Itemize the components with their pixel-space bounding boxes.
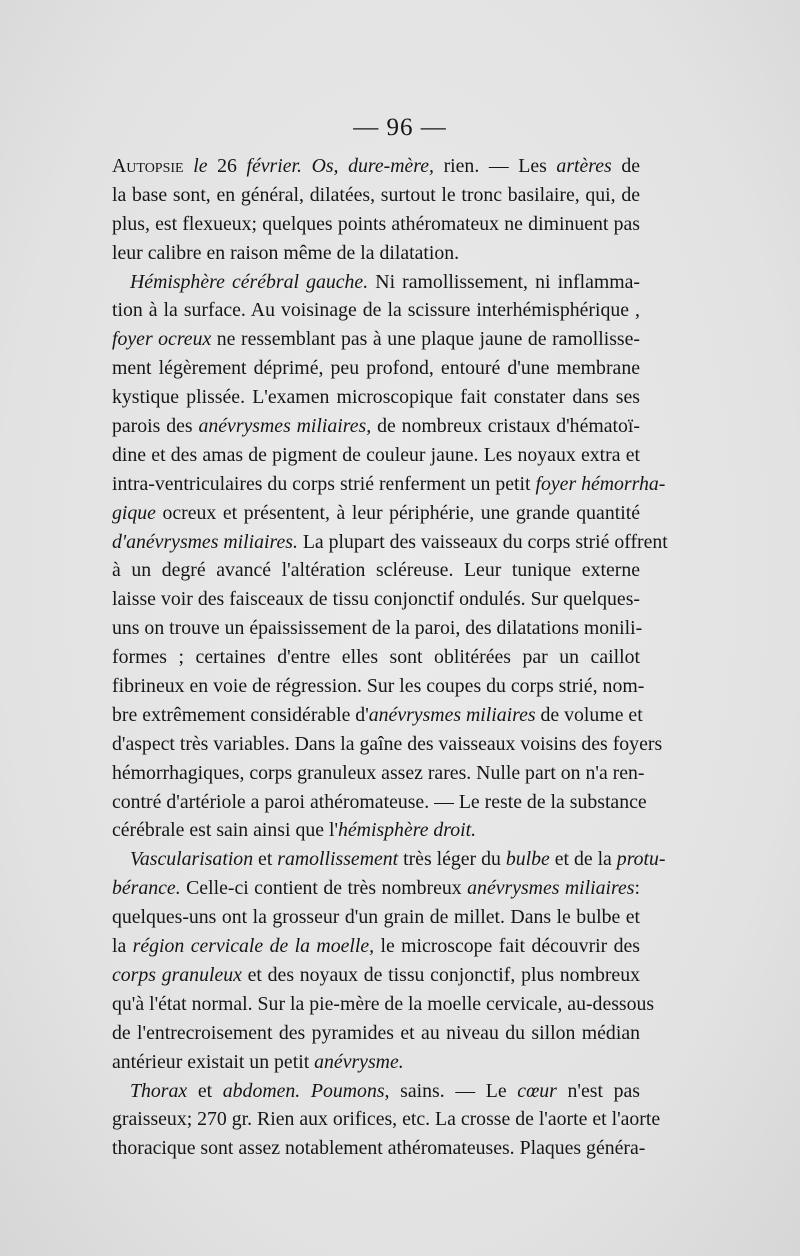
text-run: le microscope fait découvrir des bbox=[374, 935, 640, 958]
text-line bbox=[112, 816, 640, 845]
italic-run: le bbox=[193, 155, 208, 177]
text-line bbox=[112, 1105, 661, 1134]
text-run: qu'à l'état normal. Sur la pie-mère de la moelle cervicale, au-dessous bbox=[112, 992, 655, 1015]
italic-run: protu- bbox=[616, 848, 666, 871]
text-run: parois des bbox=[112, 415, 199, 438]
text-run: , sains. — Le bbox=[384, 1079, 518, 1102]
text-line bbox=[112, 672, 645, 701]
text-line bbox=[112, 181, 640, 210]
italic-run: foyer ocreux bbox=[112, 328, 212, 351]
text-run: laisse voir des faisceaux de tissu conjonctif ondulés. Sur quelques- bbox=[112, 588, 640, 611]
italic-run: Hémisphère cérébral gauche. bbox=[130, 270, 369, 293]
italic-run: ramollissement bbox=[277, 848, 399, 871]
text-line bbox=[112, 152, 640, 181]
text-run: et des noyaux de tissu conjonctif, plus nombreux bbox=[241, 963, 640, 986]
text-run: leur calibre en raison même de la dilatation. bbox=[112, 241, 460, 264]
text-run: antérieur existait un petit bbox=[112, 1050, 315, 1073]
text-run: Ni ramollissement, ni inflamma- bbox=[368, 270, 640, 293]
italic-run: bérance. bbox=[112, 877, 181, 900]
text-run: et bbox=[187, 1079, 223, 1102]
page-body-text bbox=[112, 152, 668, 1163]
italic-run: Os, dure-mère, bbox=[311, 155, 434, 177]
text-line bbox=[112, 614, 643, 643]
text-line bbox=[112, 296, 640, 325]
text-line bbox=[112, 845, 666, 874]
italic-run: anévrysmes miliaires bbox=[368, 703, 536, 726]
text-run bbox=[184, 155, 194, 177]
text-line bbox=[112, 903, 640, 932]
text-run: kystique plissée. L'examen microscopique fait constater dans ses bbox=[112, 386, 640, 409]
text-line bbox=[112, 730, 663, 759]
text-run: contré d'artériole a paroi athéromateuse. — Le reste de la substance bbox=[112, 790, 647, 813]
text-run: hémorrhagiques, corps granuleux assez rares. Nulle part on n'a ren- bbox=[112, 761, 645, 784]
italic-run: abdomen. bbox=[222, 1079, 301, 1102]
text-run: : bbox=[634, 877, 640, 900]
text-line bbox=[112, 874, 640, 903]
text-line bbox=[112, 239, 640, 268]
italic-run: hémisphère droit. bbox=[338, 819, 477, 842]
italic-run: anévrysmes miliaires, bbox=[198, 415, 372, 438]
text-run: quelques-uns ont la grosseur d'un grain de millet. Dans le bulbe et bbox=[112, 906, 640, 929]
italic-run: Poumons bbox=[310, 1079, 385, 1102]
text-line bbox=[112, 643, 640, 672]
text-run: formes ; certaines d'entre elles sont oblitérées par un caillot bbox=[112, 646, 640, 669]
text-run: La plupart des vaisseaux du corps strié offrent bbox=[297, 530, 668, 553]
text-line bbox=[112, 1019, 640, 1048]
text-line bbox=[112, 383, 640, 412]
text-run: à un degré avancé l'altération scléreuse. Leur tunique externe bbox=[112, 559, 640, 582]
text-run: rien. — Les bbox=[433, 155, 557, 177]
text-line bbox=[112, 470, 666, 499]
text-run: la bbox=[112, 935, 133, 958]
italic-run: bulbe bbox=[505, 848, 550, 871]
text-line bbox=[112, 932, 640, 961]
text-line bbox=[112, 268, 640, 297]
text-run: bre extrêmement considérable d' bbox=[112, 703, 369, 726]
text-line bbox=[112, 354, 640, 383]
text-run: 26 bbox=[207, 155, 247, 177]
text-line bbox=[112, 990, 655, 1019]
text-run: ne ressemblant pas à une plaque jaune de ramollisse- bbox=[211, 328, 640, 351]
page-number: — 96 — bbox=[353, 114, 447, 141]
text-run: très léger du bbox=[398, 848, 506, 871]
text-run bbox=[300, 1080, 311, 1102]
text-run bbox=[302, 155, 312, 177]
text-line bbox=[112, 210, 640, 239]
italic-run: foyer hémorrha- bbox=[535, 472, 666, 495]
text-line bbox=[112, 585, 640, 614]
text-run: n'est pas bbox=[556, 1079, 640, 1102]
text-run: dine et des amas de pigment de couleur jaune. Les noyaux extra et bbox=[112, 443, 640, 466]
text-run: intra-ventriculaires du corps strié renferment un petit bbox=[112, 472, 536, 495]
text-run: thoracique sont assez notablement athéromateuses. Plaques généra- bbox=[112, 1137, 646, 1160]
italic-run: corps granuleux bbox=[112, 963, 242, 986]
italic-run: Vascularisation bbox=[130, 848, 254, 871]
text-run: Celle-ci contient de très nombreux bbox=[180, 877, 468, 900]
italic-run: février. bbox=[246, 155, 302, 177]
italic-run: anévrysme. bbox=[314, 1050, 404, 1073]
text-line bbox=[112, 759, 645, 788]
text-run: de volume et bbox=[535, 703, 643, 726]
text-line bbox=[112, 441, 640, 470]
text-line bbox=[112, 556, 640, 585]
text-run: Autopsie bbox=[112, 155, 184, 177]
text-line bbox=[112, 701, 643, 730]
text-run: cérébrale est sain ainsi que l' bbox=[112, 819, 339, 842]
text-line bbox=[112, 1077, 640, 1106]
text-run: tion à la surface. Au voisinage de la scissure interhémisphérique , bbox=[112, 299, 640, 322]
text-line bbox=[112, 528, 668, 557]
text-run: et de la bbox=[549, 848, 617, 871]
text-run: plus, est flexueux; quelques points athéromateux ne diminuent pas bbox=[112, 212, 640, 235]
text-run: ocreux et présentent, à leur périphérie, une grande quantité bbox=[155, 501, 640, 524]
text-run: de nombreux cristaux d'hématoï- bbox=[371, 415, 640, 438]
text-run: de l'entrecroisement des pyramides et au niveau du sillon médian bbox=[112, 1021, 640, 1044]
text-run: graisseux; 270 gr. Rien aux orifices, etc. La crosse de l'aorte et l'aorte bbox=[112, 1108, 661, 1131]
italic-run: artères bbox=[556, 155, 612, 177]
text-line bbox=[112, 1134, 646, 1163]
text-run: de bbox=[611, 155, 641, 177]
text-line bbox=[112, 788, 647, 817]
italic-run: Thorax bbox=[130, 1079, 188, 1102]
text-line bbox=[112, 412, 640, 441]
italic-run: cœur bbox=[517, 1079, 557, 1102]
italic-run: anévrysmes miliaires bbox=[467, 877, 635, 900]
text-run: d'aspect très variables. Dans la gaîne des vaisseaux voisins des foyers bbox=[112, 732, 663, 755]
text-run: la base sont, en général, dilatées, surtout le tronc basilaire, qui, de bbox=[112, 183, 640, 206]
italic-run: gique bbox=[112, 501, 156, 524]
italic-run: d'anévrysmes miliaires. bbox=[112, 530, 298, 553]
italic-run: région cervicale de la moelle, bbox=[132, 935, 375, 958]
text-line bbox=[112, 325, 640, 354]
text-line bbox=[112, 1048, 640, 1077]
text-run: ment légèrement déprimé, peu profond, entouré d'une membrane bbox=[112, 357, 640, 380]
text-run: fibrineux en voie de régression. Sur les coupes du corps strié, nom- bbox=[112, 675, 645, 698]
text-run: et bbox=[253, 848, 278, 871]
text-run: uns on trouve un épaississement de la paroi, des dilatations monili- bbox=[112, 617, 643, 640]
text-line bbox=[112, 961, 640, 990]
text-line bbox=[112, 499, 640, 528]
